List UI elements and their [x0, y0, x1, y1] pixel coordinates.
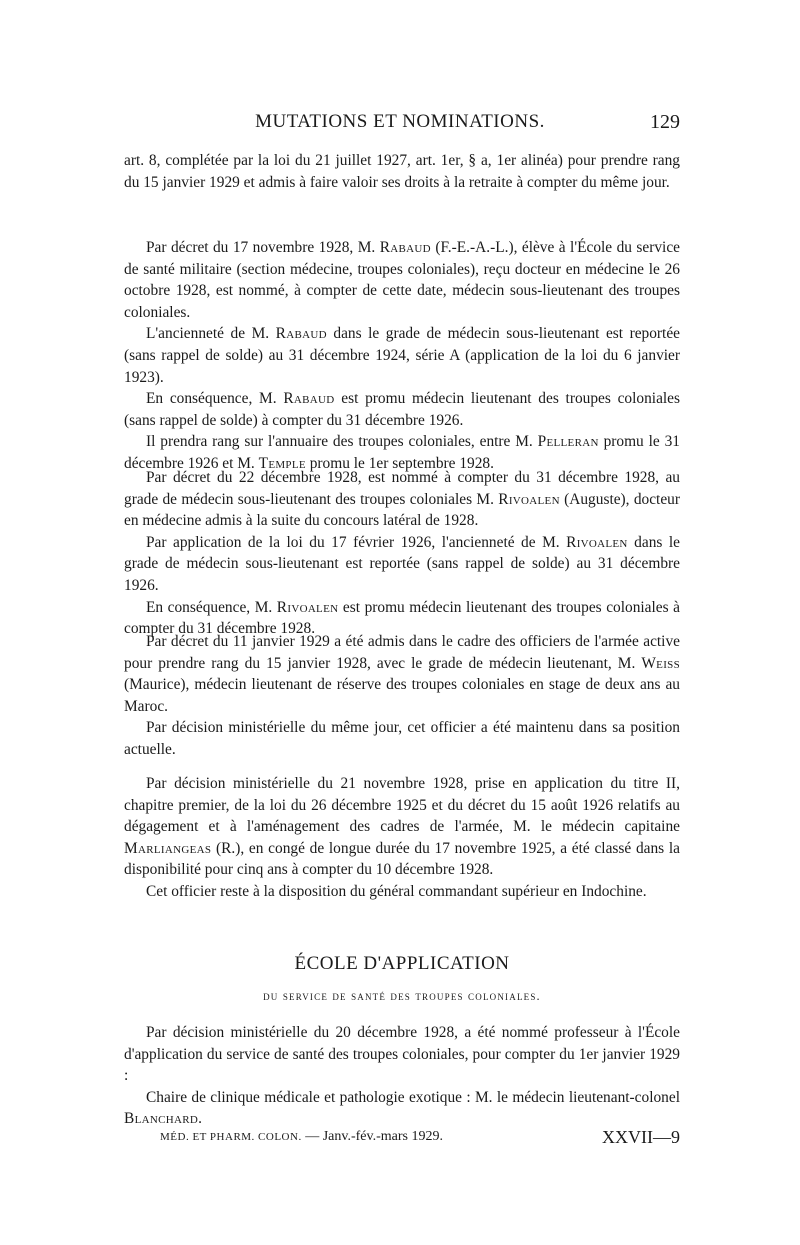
journal-name: MÉD. ET PHARM. COLON. — [160, 1131, 302, 1143]
paragraph: art. 8, complétée par la loi du 21 juillet 1927, art. 1er, § a, 1er alinéa) pour prendre rang du 15 janvier 1929 et admis à faire valoir ses droits à la retraite à compter du même jour. — [124, 152, 680, 191]
person-name: Pelleran — [537, 433, 599, 451]
paragraph: En conséquence, M. Rabaud est promu médecin lieutenant des troupes coloniales (sans rappel de solde) à compter du 31 décembre 1926. — [124, 390, 680, 429]
issue-date: Janv.-fév.-mars 1929. — [322, 1129, 443, 1144]
footer-citation: MÉD. ET PHARM. COLON. — Janv.-fév.-mars 1929. — [160, 1129, 443, 1144]
paragraph: Par décision ministérielle du même jour, cet officier a été maintenu dans sa position actuelle. — [124, 719, 680, 758]
person-name: Weiss — [641, 654, 680, 672]
paragraph: Par décret du 22 décembre 1928, est nommé à compter du 31 décembre 1928, au grade de médecin sous-lieutenant des troupes coloniales M. Rivoalen (Auguste), docteur en médecine admis à la suite du concours latéral de 1928. — [124, 469, 680, 530]
person-name: Marliangeas — [124, 839, 212, 857]
paragraph-block-weiss — [124, 631, 680, 761]
person-name: Rabaud — [283, 390, 335, 408]
paragraph-block-ecole — [124, 1022, 680, 1130]
paragraph: Chaire de clinique médicale et pathologie exotique : M. le médecin lieutenant-colonel Blanchard. — [124, 1088, 680, 1128]
paragraph-block-rivoalen — [124, 467, 680, 640]
person-name: Rivoalen — [276, 598, 339, 616]
page-footer — [160, 1127, 680, 1151]
person-name: Blanchard — [124, 1110, 199, 1128]
paragraph-block-retirement — [124, 150, 680, 193]
paragraph: Par décision ministérielle du 20 décembre 1928, a été nommé professeur à l'École d'application du service de santé des troupes coloniales, pour compter du 1er janvier 1929 : — [124, 1024, 680, 1085]
paragraph: Cet officier reste à la disposition du général commandant supérieur en Indochine. — [146, 882, 647, 900]
paragraph-block-rabaud — [124, 237, 680, 475]
person-name: Rabaud — [275, 325, 327, 343]
paragraph: Il prendra rang sur l'annuaire des troupes coloniales, entre M. Pelleran promu le 31 décembre 1926 et M. Temple promu le 1er septembre 1928. — [124, 433, 680, 472]
person-name: Rabaud — [379, 239, 431, 256]
person-name: Rivoalen — [566, 533, 628, 551]
person-name: Rivoalen — [498, 490, 560, 508]
signature-mark: XXVII—9 — [602, 1127, 680, 1147]
running-header — [120, 111, 680, 141]
paragraph: Par application de la loi du 17 février 1926, l'ancienneté de M. Rivoalen dans le grade de médecin sous-lieutenant est reportée (sans rappel de solde) au 31 décembre 1926. — [124, 533, 680, 594]
person-name: Temple — [258, 454, 306, 472]
paragraph: En conséquence, M. Rivoalen est promu médecin lieutenant des troupes coloniales à compter du 31 décembre 1928. — [124, 598, 680, 638]
running-title: MUTATIONS ET NOMINATIONS. — [255, 111, 545, 132]
section-title: ÉCOLE D'APPLICATION — [294, 953, 510, 974]
paragraph: Par décision ministérielle du 21 novembre 1928, prise en application du titre II, chapitre premier, de la loi du 26 décembre 1925 et du décret du 15 août 1926 relatifs au dégagement et à l'aménagement des cadres de l'armée, M. le médecin capitaine Marliangeas (R.), en congé de longue durée du 17 novembre 1925, a été classé dans la disponibilité pour cinq ans à compter du 10 décembre 1928. — [124, 775, 680, 879]
paragraph: L'ancienneté de M. Rabaud dans le grade de médecin sous-lieutenant est reportée (sans rappel de solde) au 31 décembre 1924, série A (application de la loi du 6 janvier 1923). — [124, 325, 680, 386]
page-number: 129 — [650, 111, 680, 133]
paragraph-block-marliangeas — [124, 773, 680, 903]
paragraph: Par décret du 17 novembre 1928, M. Rabaud (F.-E.-A.-L.), élève à l'École du service de santé militaire (section médecine, troupes coloniales), reçu docteur en médecine le 26 octobre 1928, est nommé, à compter de cette date, médecin sous-lieutenant des troupes coloniales. — [124, 239, 680, 321]
paragraph: Par décret du 11 janvier 1929 a été admis dans le cadre des officiers de l'armée active pour prendre rang du 15 janvier 1928, avec le grade de médecin lieutenant, M. Weiss (Maurice), médecin lieutenant de réserve des troupes coloniales en stage de deux ans au Maroc. — [124, 633, 680, 715]
section-subtitle: du service de santé des troupes coloniales. — [263, 989, 541, 1003]
